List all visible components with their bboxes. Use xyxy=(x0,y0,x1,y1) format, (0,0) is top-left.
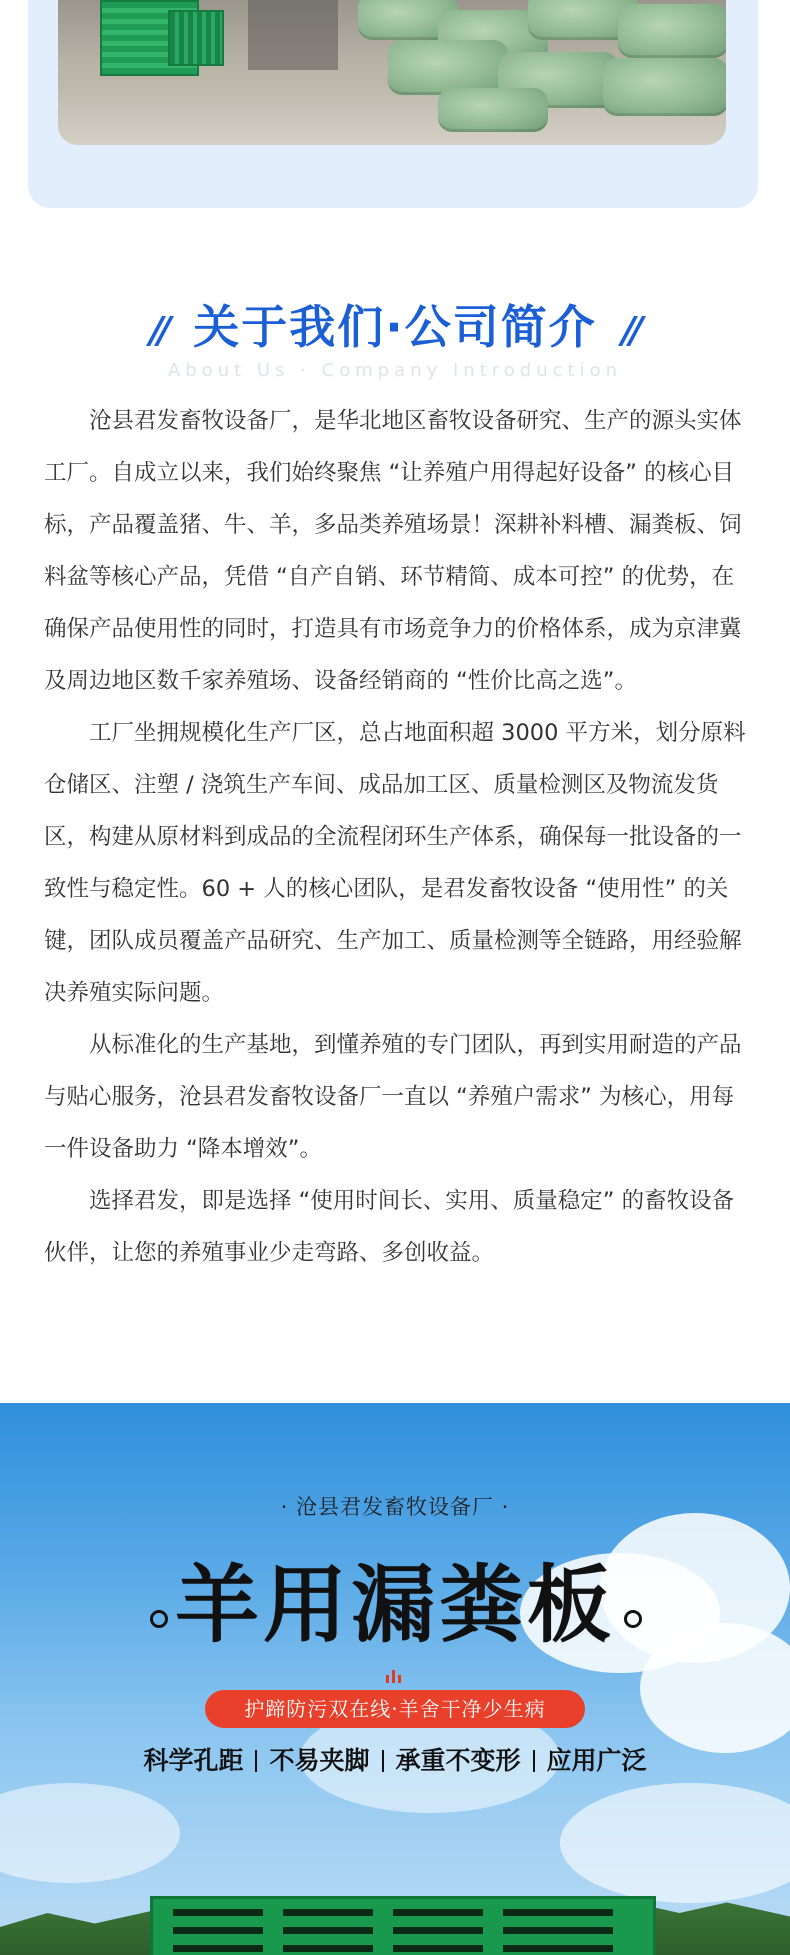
title-slash-right-icon xyxy=(620,316,650,346)
feed-sack xyxy=(603,58,726,116)
slat-board-image xyxy=(150,1896,656,1955)
board-slot xyxy=(503,1909,613,1916)
feature-item: 科学孔距 xyxy=(143,1746,244,1775)
product-title: 羊用漏粪板 xyxy=(174,1556,615,1654)
cloud xyxy=(560,1783,790,1903)
product-banner xyxy=(0,1403,790,1955)
feature-list xyxy=(0,1743,790,1779)
feed-sack xyxy=(438,88,548,132)
about-body xyxy=(44,395,746,1279)
tagline-pill: 护蹄防污双在线·羊舍干净少生病 xyxy=(205,1690,585,1728)
about-paragraph: 沧县君发畜牧设备厂，是华北地区畜牧设备研究、生产的源头实体工厂。自成立以来，我们始终聚焦 “让养殖户用得起好设备” 的核心目标，产品覆盖猪、牛、羊，多品类养殖场景！深耕补料槽、漏粪板、饲料盆等核心产品，凭借 “自产自销、环节精简、成本可控” 的优势，在确保产品使用性的同时，打造具有市场竞争力的价格体系，成为京津冀及周边地区数千家养殖场、设备经销商的 “性价比高之选”。 xyxy=(44,408,742,694)
feature-divider xyxy=(533,1750,535,1772)
about-paragraph: 工厂坐拥规模化生产厂区，总占地面积超 3000 平方米，划分原料仓储区、注塑 / 浇筑生产车间、成品加工区、质量检测区及物流发货区，构建从原材料到成品的全流程闭环生产体系，确保每一批设备的一致性与稳定性。60 + 人的核心团队，是君发畜牧设备 “使用性” 的关键，团队成员覆盖产品研究、生产加工、质量检测等全链路，用经验解决养殖实际问题。 xyxy=(44,720,746,1006)
board-slot xyxy=(283,1945,373,1952)
about-paragraph: 选择君发，即是选择 “使用时间长、实用、质量稳定” 的畜牧设备伙伴，让您的养殖事业少走弯路、多创收益。 xyxy=(44,1188,735,1266)
warehouse-shadow xyxy=(248,0,338,70)
board-slot xyxy=(503,1927,613,1934)
feature-item: 承重不变形 xyxy=(395,1746,521,1775)
feed-sack xyxy=(618,4,726,58)
board-slot xyxy=(283,1927,373,1934)
bars-icon xyxy=(386,1669,406,1683)
ring-right-icon xyxy=(624,1610,642,1628)
feed-sack xyxy=(388,40,508,95)
warehouse-photo xyxy=(58,0,726,145)
board-slot xyxy=(173,1909,263,1916)
about-subtitle: About Us · Company Introduction xyxy=(167,360,622,381)
feature-divider xyxy=(255,1750,257,1772)
board-slot xyxy=(283,1909,373,1916)
feature-item: 应用广泛 xyxy=(546,1746,647,1775)
board-slot xyxy=(173,1927,263,1934)
feature-item: 不易夹脚 xyxy=(269,1746,370,1775)
about-title-wrap xyxy=(0,298,790,356)
cloud xyxy=(0,1783,180,1883)
board-slot xyxy=(503,1945,613,1952)
feature-divider xyxy=(382,1750,384,1772)
board-slot xyxy=(393,1927,483,1934)
warehouse-photo-card xyxy=(28,0,758,208)
company-label: · 沧县君发畜牧设备厂 · xyxy=(280,1495,510,1519)
about-paragraph: 从标准化的生产基地，到懂养殖的专门团队，再到实用耐造的产品与贴心服务，沧县君发畜牧设备厂一直以 “养殖户需求” 为核心，用每一件设备助力 “降本增效”。 xyxy=(44,1032,742,1162)
board-slot xyxy=(393,1909,483,1916)
about-title: 关于我们·公司简介 xyxy=(193,300,597,354)
board-slot xyxy=(393,1945,483,1952)
green-slat-stack-small xyxy=(168,10,224,66)
board-slot xyxy=(173,1945,263,1952)
